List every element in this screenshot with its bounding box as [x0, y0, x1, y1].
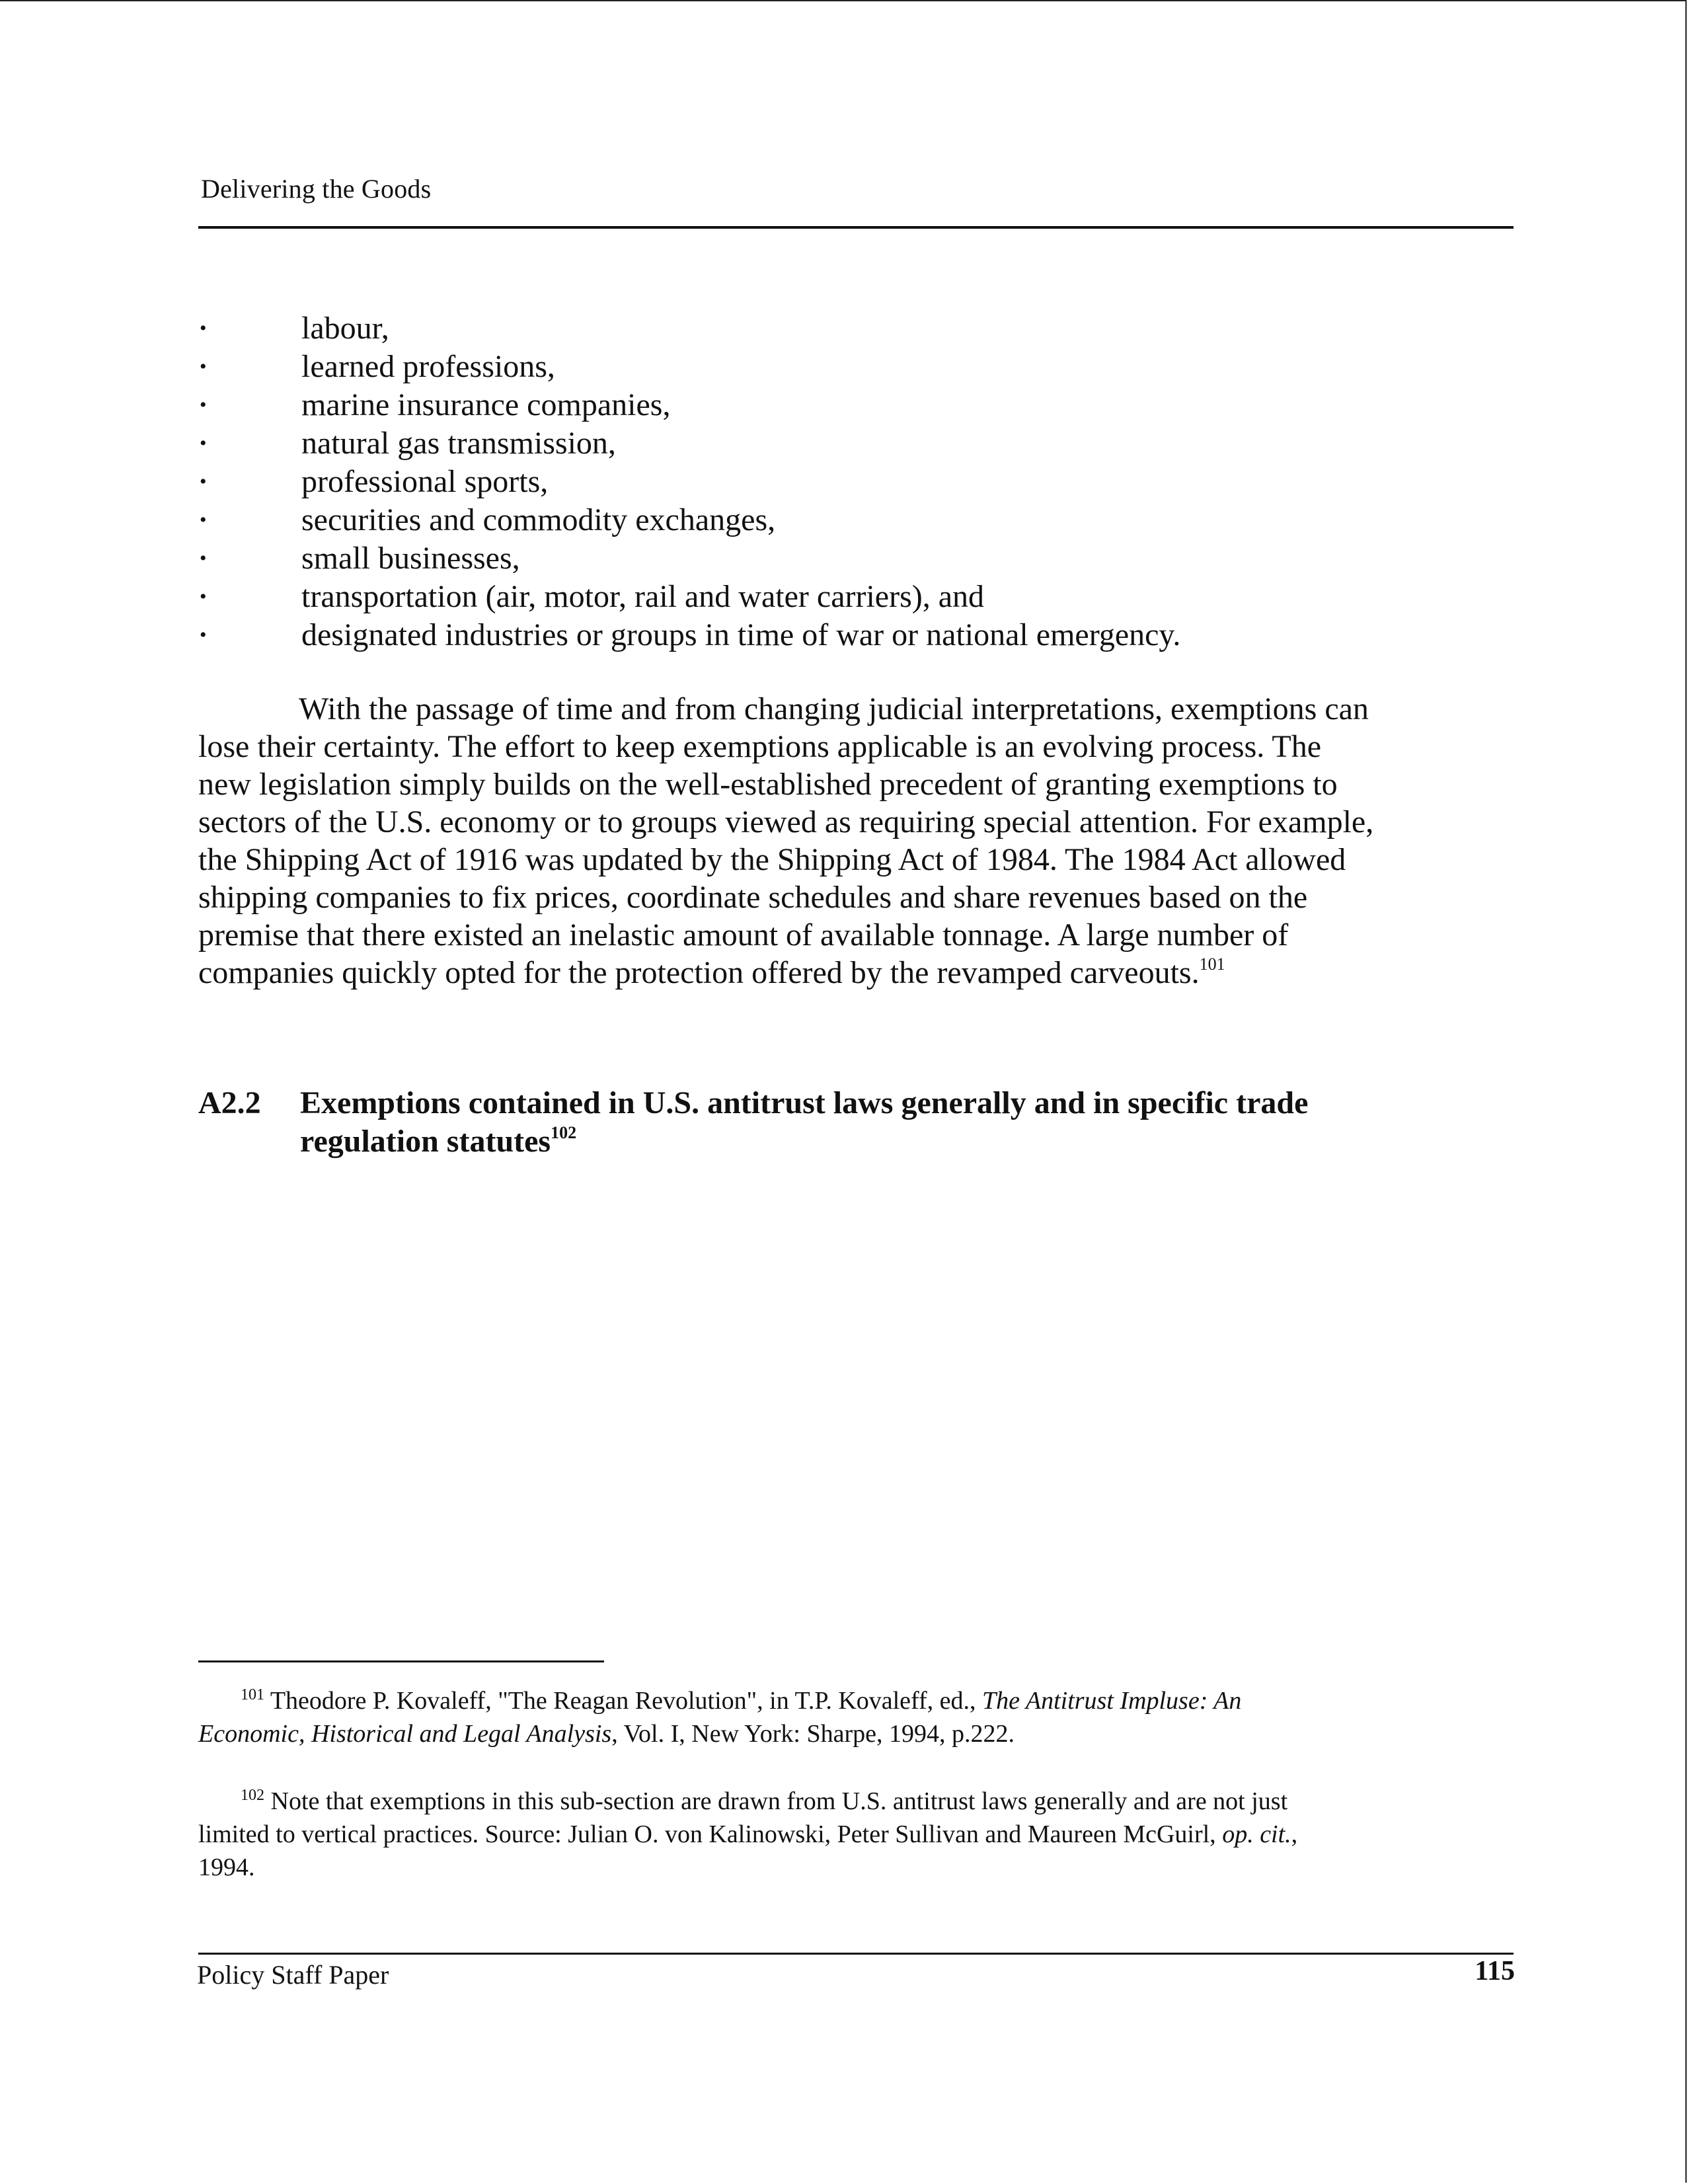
- exemption-list: [200, 309, 1180, 654]
- bullet-icon: •: [200, 394, 207, 416]
- footnote-marker: 101: [241, 1686, 264, 1703]
- footnote-line: limited to vertical practices. Source: Julian O. von Kalinowski, Peter Sullivan and Maureen McGuirl, op. cit.,: [198, 1820, 1298, 1848]
- list-item-text: transportation (air, motor, rail and water carriers), and: [301, 579, 985, 614]
- list-item: [200, 539, 1180, 578]
- list-item-text: marine insurance companies,: [301, 387, 671, 422]
- footnote-line: $^{102}$ Note that exemptions in this sub-section are drawn from U.S. antitrust laws generally and are not just: [241, 1787, 1288, 1815]
- section-title-line: Exemptions contained in U.S. antitrust laws generally and in specific trade: [300, 1085, 1309, 1120]
- footnote-marker: 102: [241, 1787, 264, 1804]
- footnote-line: $^{101}$ Theodore P. Kovaleff, "The Reagan Revolution", in T.P. Kovaleff, ed., The Antitrust Impluse: An: [241, 1686, 1242, 1715]
- bullet-icon: •: [200, 471, 207, 492]
- bullet-icon: •: [200, 509, 207, 531]
- list-item: [200, 578, 1180, 616]
- footnote-ref-101: 101: [1199, 955, 1225, 974]
- paragraph-line: new legislation simply builds on the well-established precedent of granting exemptions to: [198, 767, 1338, 802]
- bullet-icon: •: [200, 317, 207, 339]
- list-item: [200, 424, 1180, 463]
- bullet-icon: •: [200, 432, 207, 454]
- footnote-rule: [198, 1660, 604, 1662]
- paragraph-line: companies quickly opted for the protection offered by the revamped carveouts.$^{101}$: [198, 955, 1225, 990]
- paragraph-line: sectors of the U.S. economy or to groups viewed as requiring special attention. For example,: [198, 804, 1374, 839]
- list-item: [200, 616, 1180, 654]
- footnote-line: 1994.: [198, 1853, 255, 1881]
- footer-publication: Policy Staff Paper: [197, 1960, 389, 1990]
- list-item-text: designated industries or groups in time of war or national emergency.: [301, 617, 1181, 652]
- body-paragraph: [198, 690, 1514, 992]
- bullet-icon: •: [200, 356, 207, 377]
- list-item-text: professional sports,: [301, 464, 549, 499]
- paragraph-line: premise that there existed an inelastic amount of available tonnage. A large number of: [198, 917, 1289, 953]
- list-item-text: small businesses,: [301, 541, 520, 576]
- footnote-101: [198, 1684, 1514, 1750]
- section-title-line: regulation statutes$^{102}$: [300, 1123, 577, 1159]
- footnote-ref-102: 102: [551, 1123, 577, 1142]
- list-item-text: learned professions,: [301, 349, 555, 384]
- list-item: [200, 309, 1180, 348]
- section-heading: [198, 1084, 1514, 1161]
- page-number: 115: [1475, 1956, 1515, 1986]
- footer-rule: [198, 1953, 1514, 1955]
- list-item-text: labour,: [301, 311, 389, 346]
- footnote-102: [198, 1785, 1514, 1884]
- bullet-icon: •: [200, 624, 207, 646]
- header-rule: [198, 226, 1514, 229]
- paragraph-line: lose their certainty. The effort to keep exemptions applicable is an evolving process. The: [198, 729, 1322, 764]
- paragraph-line: shipping companies to fix prices, coordinate schedules and share revenues based on the: [198, 880, 1308, 915]
- paragraph-line: the Shipping Act of 1916 was updated by the Shipping Act of 1984. The 1984 Act allowed: [198, 842, 1346, 877]
- list-item: [200, 386, 1180, 424]
- list-item: [200, 463, 1180, 501]
- running-header: Delivering the Goods: [201, 174, 432, 204]
- paragraph-line: With the passage of time and from changing judicial interpretations, exemptions can: [299, 691, 1369, 726]
- list-item-text: securities and commodity exchanges,: [301, 502, 776, 537]
- bullet-icon: •: [200, 586, 207, 607]
- footnote-line: Economic, Historical and Legal Analysis, Vol. I, New York: Sharpe, 1994, p.222.: [198, 1720, 1015, 1748]
- section-number: A2.2: [198, 1085, 261, 1120]
- list-item: [200, 348, 1180, 386]
- list-item-text: natural gas transmission,: [301, 426, 616, 461]
- bullet-icon: •: [200, 547, 207, 569]
- list-item: [200, 501, 1180, 539]
